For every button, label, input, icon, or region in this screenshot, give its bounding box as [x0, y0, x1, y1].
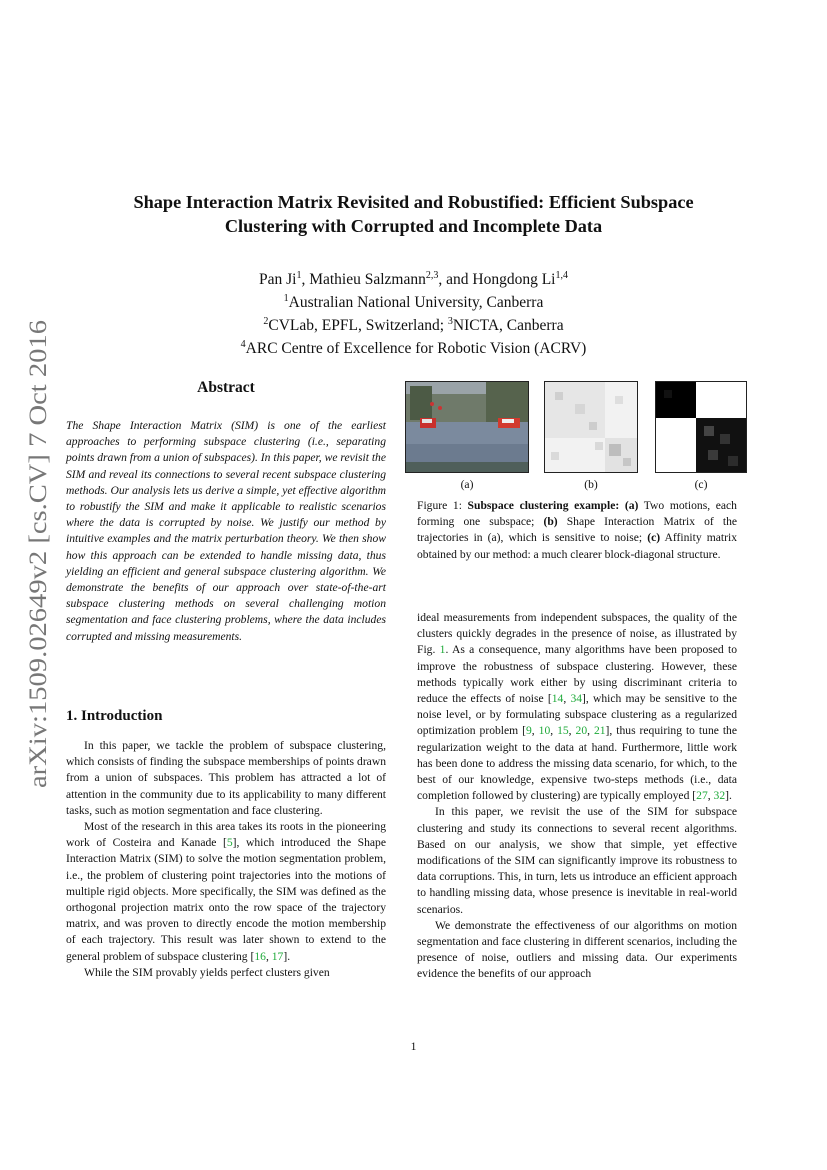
citation-link[interactable]: 21 — [593, 724, 606, 738]
citation-link[interactable]: 9 — [526, 724, 532, 738]
figure-panel-c — [655, 381, 747, 491]
citation-link[interactable]: 17 — [271, 949, 284, 963]
right-paragraph-2: In this paper, we revisit the use of the SIM for subspace clustering and study its connections to several recent algorithms. Based on our analysis, we show that simple, yet effective modifications of the SIM can significantly improve its robustness to data corruptions. This, in turn, lets us introduce an efficient approach to handling missing data, whose presence is inevitable in real-world scenarios. — [417, 805, 737, 916]
figure-panel-b — [544, 381, 638, 491]
introduction-text — [66, 738, 386, 981]
citation-link[interactable]: 27 — [696, 789, 708, 803]
citation-link[interactable]: 20 — [575, 724, 588, 738]
motion-scene-image — [405, 381, 529, 473]
figure-ref-link[interactable]: 1 — [439, 643, 446, 657]
shape-interaction-matrix-image — [544, 381, 638, 473]
figure-1-caption: Figure 1: Subspace clustering example: (a) Two motions, each forming one subspace; (b) Shape Interaction Matrix of the trajectories in (a), which is sensitive to noise; (c) Affinity matrix obtained by our method: a much clearer block-diagonal structure. — [417, 499, 738, 561]
intro-paragraph-1: In this paper, we tackle the problem of subspace clustering, which consists of finding the subspace memberships of points drawn from a union of subspaces. This problem has attracted a lot of attention in the community due to its applicability to many different tasks, such as motion segmentation and face clustering. — [66, 739, 386, 817]
arxiv-id: arXiv:1509.02649v2 [cs.CV] 7 Oct 2016 — [25, 378, 52, 788]
citation-link[interactable]: 16 — [254, 949, 266, 963]
arxiv-stamp — [18, 318, 54, 788]
figure-label-a: (a) — [460, 478, 474, 491]
citation-link[interactable]: 15 — [557, 724, 569, 738]
title-line-1: Shape Interaction Matrix Revisited and Robustified: Efficient Subspace — [133, 192, 694, 212]
abstract-text: The Shape Interaction Matrix (SIM) is one of the earliest approaches to performing subspace clustering (i.e., separating points drawn from a union of subspaces). In this paper, we revisit the SIM and reveal its connections to several recent subspace clustering methods. Our analysis lets us derive a simple, yet effective algorithm to robustify the SIM and make it applicable to realistic scenarios where the data is corrupted by noise. We justify our method by intuitive examples and the matrix perturbation theory. We then show how this approach can be extended to handle missing data, thus yielding an efficient and general subspace clustering algorithm. We demonstrate the benefits of our approach over state-of-the-art subspace clustering methods on several challenging motion segmentation and face clustering problems, where the data includes corrupted and missing measurements. — [66, 419, 386, 643]
figure-label-c: (c) — [694, 478, 708, 491]
right-paragraph-3: We demonstrate the effectiveness of our algorithms on motion segmentation and face clustering in different scenarios, including the presence of noise, outliers and missing data. Our experiments evidence the benefits of our approach — [417, 918, 737, 981]
figure-1 — [405, 381, 751, 493]
citation-link[interactable]: 14 — [551, 692, 564, 706]
affiliation-2: $^2$CVLab, EPFL, Switzerland; $^3$NICTA, Canberra — [263, 316, 564, 335]
citation-link[interactable]: 10 — [538, 724, 551, 738]
abstract-heading: Abstract — [197, 379, 255, 396]
citation-link[interactable]: 5 — [226, 836, 233, 850]
figure-label-b: (b) — [584, 478, 598, 491]
intro-paragraph-2: Most of the research in this area takes its roots in the pioneering work of Costeira and Kanade [5], which introduced the Shape Interaction Matrix (SIM) to solve the motion segmentation problem, i.e., the problem of clustering point trajectories into the motions of multiple rigid objects. More specifically, the SIM was defined as the orthogonal projection matrix onto the row space of the trajectory matrix, and was proven to directly encode the motion membership of each trajectory. This result was later shown to extend to the general problem of subspace clustering [16, 17]. — [66, 820, 387, 963]
citation-link[interactable]: 34 — [570, 692, 583, 706]
right-paragraph-1: ideal measurements from independent subspaces, the quality of the clusters quickly degrades in the presence of noise, as illustrated by Fig. 1. As a consequence, many algorithms have been proposed to improve the robustness of subspace clustering. However, these methods typically work either by using discriminant criteria to reduce the effects of noise [14, 34], which may be sensitive to the noise level, or by formulating subspace clustering as a regularized optimization problem [9, 10, 15, 20, 21], thus requiring to tune the regularization weight to the data at hand. Furthermore, little work has been done to address the missing data scenario, for which, to the best of our knowledge, expensive two-steps methods (i.e., data completion followed by clustering) are typically employed [27, 32]. — [417, 611, 738, 803]
affinity-matrix-image — [655, 381, 747, 473]
citation-link[interactable]: 32 — [713, 789, 726, 803]
page-number: 1 — [410, 1040, 417, 1053]
intro-paragraph-3: While the SIM provably yields perfect clusters given — [84, 965, 330, 979]
section-heading-introduction: 1. Introduction — [66, 708, 163, 724]
affiliation-1: $^1$Australian National University, Canberra — [283, 293, 544, 312]
figure-panel-a — [405, 381, 529, 491]
author-block — [60, 266, 767, 359]
paper-title — [60, 190, 767, 238]
right-column-text — [417, 610, 737, 983]
title-line-2: Clustering with Corrupted and Incomplete Data — [224, 216, 603, 236]
author-names: Pan Ji$^1$, Mathieu Salzmann$^{2,3}$, and Hongdong Li$^{1,4}$ — [259, 270, 568, 289]
affiliation-4: $^4$ARC Centre of Excellence for Robotic Vision (ACRV) — [240, 339, 587, 358]
